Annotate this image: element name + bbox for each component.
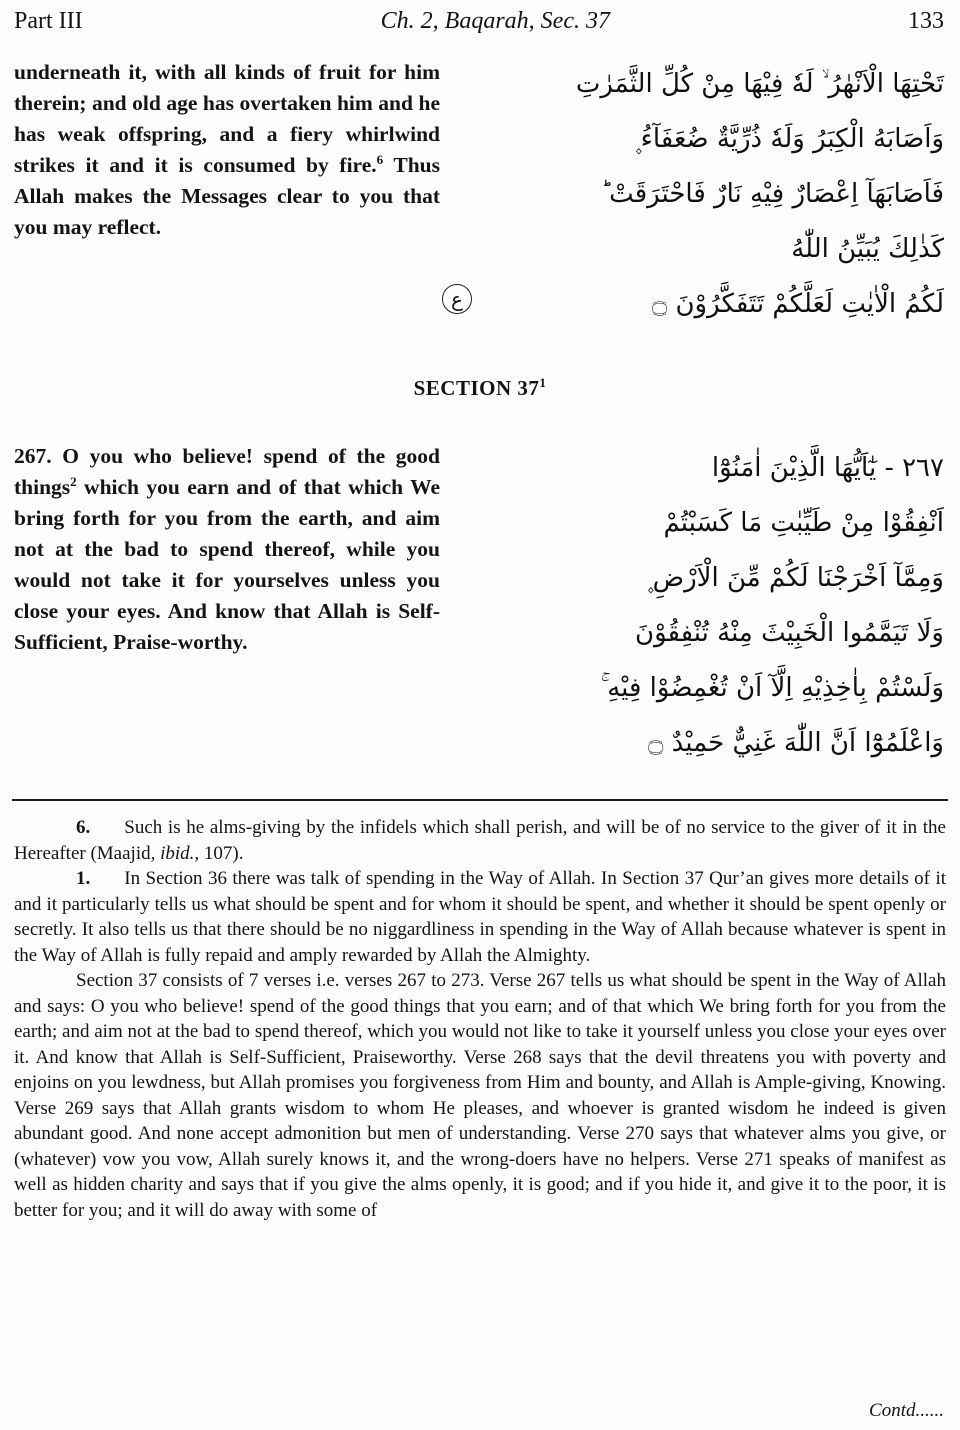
section-heading [12,376,948,401]
section-heading-text: SECTION 37 [413,376,540,400]
verse-266-translation [12,57,440,332]
footnote-6-text: Such is he alms-giving by the infidels which shall perish, and will be of no service to the giver of it in the Hereafter (Maajid, [14,817,946,864]
verse-267-row [12,441,948,771]
verse-267-arabic [440,441,948,771]
verse-266-arabic [440,57,948,332]
header-part-label: Part III [14,8,83,34]
continued-marker: Contd...... [869,1400,944,1421]
arabic-line: اَنْفِقُوْا مِنْ طَيِّبٰتِ مَا كَسَبْتُمْ [663,508,944,538]
footnote-1-marker: 1. [76,868,91,889]
footnote-divider [12,799,948,801]
arabic-line: وَمِمَّآ اَخْرَجْنَا لَكُمْ مِّنَ الْاَرْضِ ۪ [646,563,944,593]
arabic-line: لَكُمُ الْاٰيٰتِ لَعَلَّكُمْ تَتَفَكَّرُوْنَ ۝ [651,289,944,319]
footnote-ref-1: 1 [539,375,547,390]
footnote-6-marker: 6. [76,817,91,838]
verse-266-text-after: Thus Allah makes the Messages clear to you that you may reflect. [14,153,441,239]
footnotes-section [12,815,948,1223]
footnote-1-text: In Section 36 there was talk of spending in the Way of Allah. In Section 37 Qur’an gives more details of it and it particularly tells us what should be spent and for whom it should be spent, and whether it should be spent openly or secretly. It also tells us that there should be no niggardliness in spending in the Way of Allah because whatever is spent in the Way of Allah is fully repaid and amply rewarded by Allah the Almighty. [14,868,946,966]
footnote-6-text-end: 107). [199,842,244,864]
verse-267-translation [12,441,440,771]
arabic-line: تَحْتِهَا الْاَنْهٰرُ ۙ لَهٗ فِيْهَا مِنْ كُلِّ الثَّمَرٰتِ [575,69,944,99]
footnote-ref-6: 6 [376,151,384,167]
arabic-line: وَاَصَابَهُ الْكِبَرُ وَلَهٗ ذُرِّيَّةٌ ضُعَفَآءُ ۪ [634,124,944,154]
footnote-6 [14,815,946,866]
verse-266-row [12,57,948,332]
arabic-line: فَاَصَابَهَآ اِعْصَارٌ فِيْهِ نَارٌ فَاحْتَرَقَتْ ؕ [600,179,944,209]
header-page-number: 133 [907,8,944,34]
footnote-1-para2: Section 37 consists of 7 verses i.e. verses 267 to 273. Verse 267 tells us what should be spent in the Way of Allah and says: O you who believe! spend of the good things that you earn; and of that which We bring forth for you from the earth; and aim not at the bad to spend thereof, which you would not like to take it yourself unless you close your eyes over it. And know that Allah is Self-Sufficient, Praiseworthy. Verse 268 says that the devil threatens you with poverty and enjoins on you lewdness, but Allah promises you forgiveness from Him and bounty, and Allah is Ample-giving, Knowing. Verse 269 says that Allah grants wisdom to whom He pleases, and whoever is granted wisdom he indeed is given abundant good. And none accept admonition but men of understanding. Verse 270 says that whatever alms you give, or (whatever) vow you vow, Allah surely knows it, and the wrong-doers have no helpers. Verse 271 speaks of manifest as well as hidden charity and says that if you give the alms openly, it is good; and if you hide it, and give it to the poor, it is better for you; and it will do away with some of [14,970,946,1221]
footnote-1-para1 [14,866,946,968]
arabic-line: وَلَا تَيَمَّمُوا الْخَبِيْثَ مِنْهُ تُنْفِقُوْنَ [634,618,944,648]
arabic-line: وَلَسْتُمْ بِاٰخِذِيْهِ اِلَّآ اَنْ تُغْمِضُوْا فِيْهِ ۚ [600,673,944,703]
page-header [12,6,948,35]
arabic-line: كَذٰلِكَ يُبَيِّنُ اللّٰهُ [791,234,944,264]
verse-267-text-before: 267. O you who believe! spend of the good things [14,444,440,499]
arabic-line: وَاعْلَمُوْٓا اَنَّ اللّٰهَ غَنِيٌّ حَمِيْدٌ ۝ [648,728,944,758]
footnote-ref-2: 2 [70,473,77,489]
header-chapter-title: Ch. 2, Baqarah, Sec. 37 [380,8,610,34]
footnote-6-ibid: ibid., [160,842,200,864]
verse-267-text-after: which you earn and of that which We bring forth for you from the earth, and aim not at the bad to spend thereof, while you would not take it for yourselves unless you close your eyes. And know that Allah is Self-Sufficient, Praise-worthy. [14,475,440,654]
arabic-line: ٢٦٧ - يٰٓاَيُّهَا الَّذِيْنَ اٰمَنُوْٓا [711,453,944,483]
ruku-marker: ع [442,284,472,314]
verse-266-text-before: underneath it, with all kinds of fruit for him therein; and old age has overtaken him and he has weak offspring, and a fiery whirlwind strikes it and it is consumed by fire. [14,60,440,177]
